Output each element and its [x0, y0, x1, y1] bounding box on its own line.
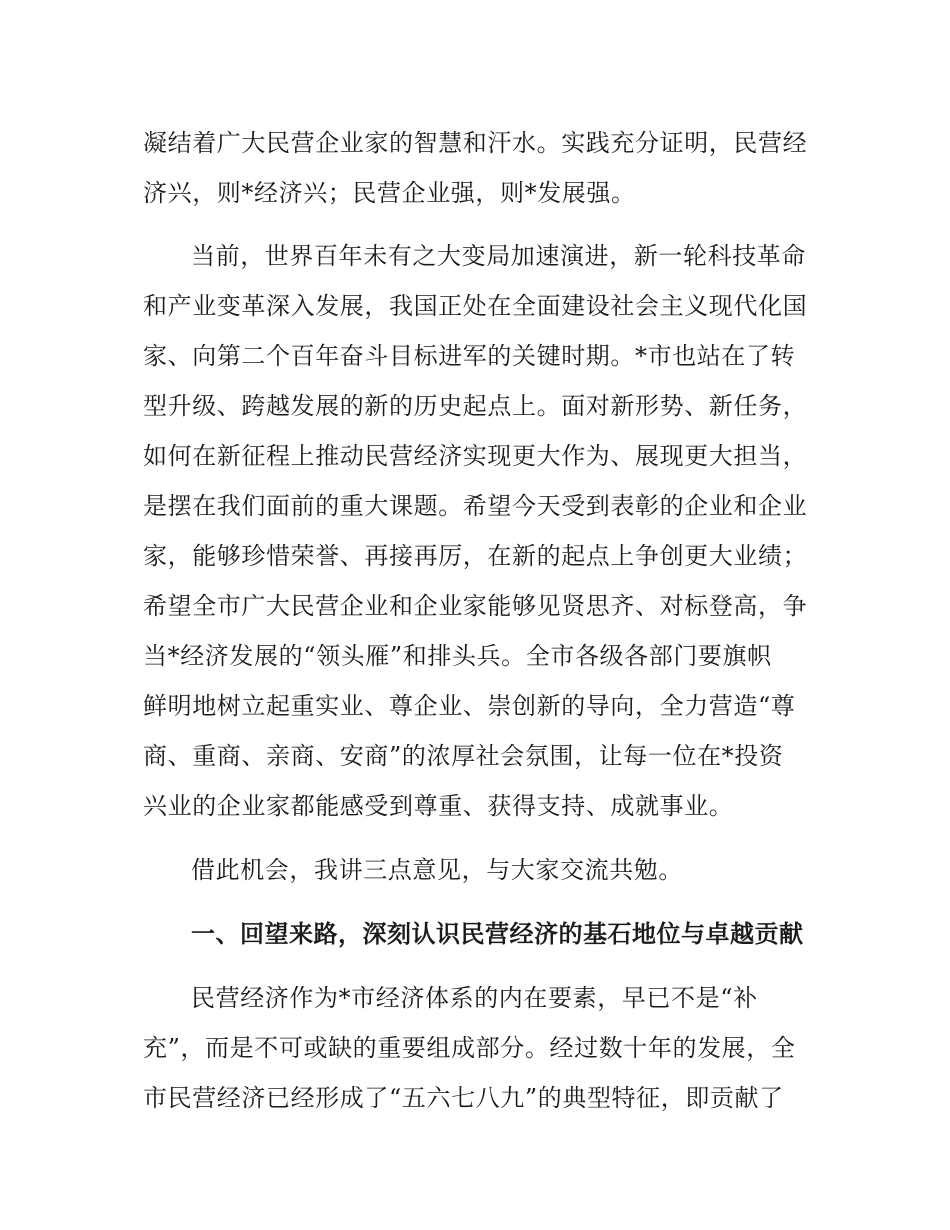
paragraph-line: 鲜明地树立起重实业、尊企业、崇创新的导向，全力营造“尊 — [143, 692, 796, 720]
paragraph-line: 如何在新征程上推动民营经济实现更大作为、展现更大担当， — [143, 442, 808, 470]
paragraph-line: 借此机会，我讲三点意见，与大家交流共勉。 — [191, 856, 683, 884]
section-heading: 一、回望来路，深刻认识民营经济的基石地位与卓越贡献 — [191, 920, 804, 948]
paragraph-line: 和产业变革深入发展，我国正处在全面建设社会主义现代化国 — [143, 292, 808, 320]
paragraph-line: 家，能够珍惜荣誉、再接再厉，在新的起点上争创更大业绩； — [143, 542, 808, 570]
paragraph-line: 当前，世界百年未有之大变局加速演进，新一轮科技革命 — [191, 242, 806, 270]
paragraph-line: 当*经济发展的“领头雁”和排头兵。全市各级各部门要旗帜 — [143, 642, 772, 670]
paragraph-line: 民营经济作为*市经济体系的内在要素，早已不是“补 — [191, 984, 758, 1012]
paragraph-line: 市民营经济已经形成了“五六七八九”的典型特征，即贡献了 — [143, 1084, 784, 1112]
paragraph-line: 型升级、跨越发展的新的历史起点上。面对新形势、新任务， — [143, 392, 808, 420]
paragraph-line: 是摆在我们面前的重大课题。希望今天受到表彰的企业和企业 — [143, 492, 808, 520]
paragraph-line: 希望全市广大民营企业和企业家能够见贤思齐、对标登高，争 — [143, 592, 808, 620]
paragraph-line: 济兴，则*经济兴；民营企业强，则*发展强。 — [143, 179, 636, 207]
paragraph-line: 兴业的企业家都能感受到尊重、获得支持、成就事业。 — [143, 792, 734, 820]
paragraph-line: 凝结着广大民营企业家的智慧和汗水。实践充分证明，民营经 — [143, 129, 808, 157]
paragraph-line: 充”，而是不可或缺的重要组成部分。经过数十年的发展，全 — [143, 1034, 796, 1062]
paragraph-line: 商、重商、亲商、安商”的浓厚社会氛围，让每一位在*投资 — [143, 742, 784, 770]
paragraph-line: 家、向第二个百年奋斗目标进军的关键时期。*市也站在了转 — [143, 342, 796, 370]
